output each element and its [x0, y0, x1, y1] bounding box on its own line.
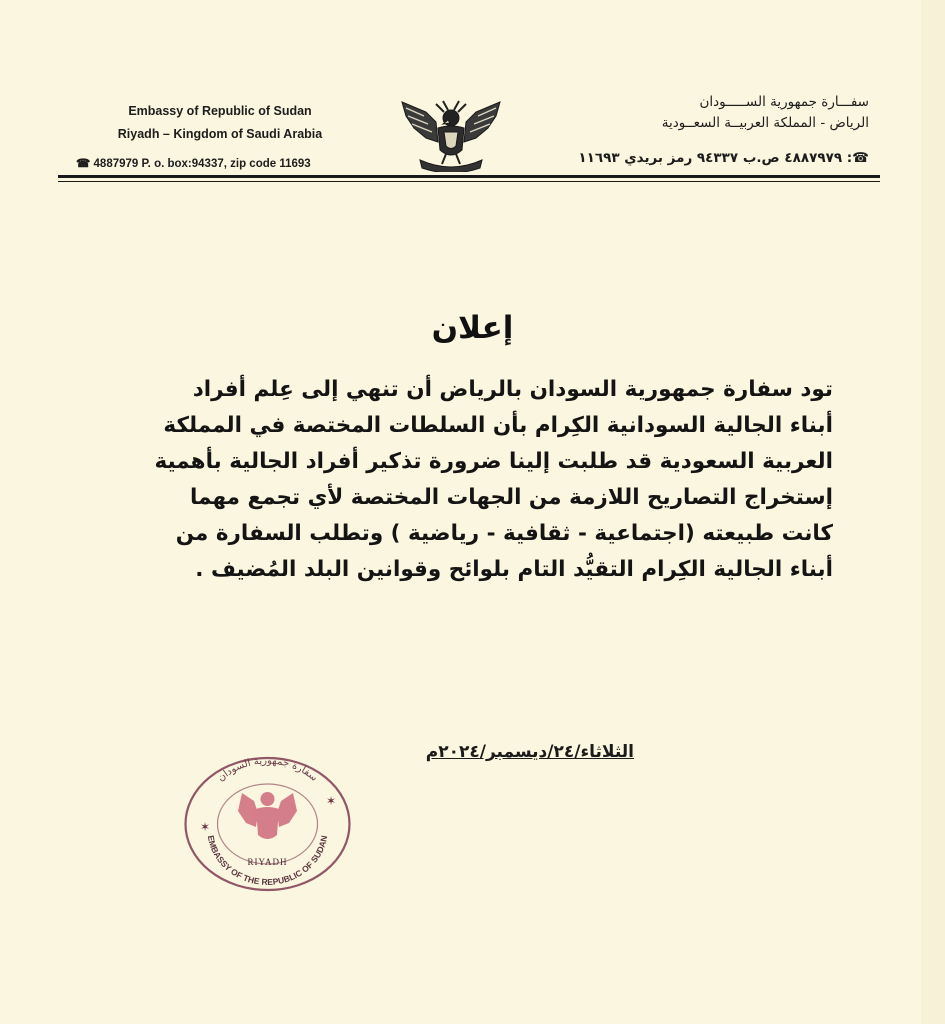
- header-divider-thick: [58, 175, 880, 178]
- page-edge-shadow: [921, 0, 945, 1024]
- body-line: كانت طبيعته (اجتماعية - ثقافية - رياضية ) وتطلب السفارة من: [175, 521, 833, 546]
- stamp-city: RIYADH: [247, 857, 288, 867]
- stamp-star-icon: ✶: [200, 820, 211, 834]
- document-title: إعلان: [431, 310, 514, 346]
- stamp-star-icon: ✶: [326, 794, 337, 808]
- header-english-contact: [76, 156, 376, 170]
- announcement-body: [118, 372, 833, 588]
- body-line: العربية السعودية قد طلبت إلينا ضرورة تذكير أفراد الجالية بأهمية: [154, 449, 833, 474]
- stamp-top-text: سفارة جمهورية السودان: [215, 755, 320, 784]
- body-line: تود سفارة جمهورية السودان بالرياض أن تنهي إلى عِلم أفراد: [192, 377, 833, 402]
- header-arabic-line1: سفـــارة جمهورية الســـــودان: [699, 94, 869, 110]
- header-divider-thin: [58, 181, 880, 182]
- header-english-line2: Riyadh – Kingdom of Saudi Arabia: [117, 127, 323, 141]
- header-arabic-contact: ☎: ٤٨٨٧٩٧٩ ص.ب ٩٤٣٣٧ رمز بريدي ١١٦٩٣: [578, 150, 869, 166]
- embassy-stamp: [180, 753, 355, 895]
- sudan-emblem-icon: [396, 98, 506, 172]
- header-arabic-line2: الرياض - المملكة العربيــة السعــودية: [661, 115, 869, 131]
- header-english-line1: Embassy of Republic of Sudan: [128, 104, 312, 118]
- body-line: إستخراج التصاريح اللازمة من الجهات المختصة لأي تجمع مهما: [189, 485, 833, 510]
- stamp-emblem-icon: [238, 792, 297, 839]
- body-line: أبناء الجالية السودانية الكِرام بأن السلطات المختصة في المملكة: [163, 413, 833, 438]
- svg-text:سفارة جمهورية السودان: [216, 755, 320, 783]
- header-english-contact-text: 4887979 P. o. box:94337, zip code 11693: [93, 158, 311, 170]
- body-line: أبناء الجالية الكِرام التقيُّد التام بلوائح وقوانين البلد المُضيف .: [195, 557, 833, 582]
- phone-icon: ☎: [76, 158, 94, 170]
- stamp-bottom-text: EMBASSY OF THE REPUBLIC OF SUDAN: [205, 834, 330, 887]
- document-date: الثلاثاء/٢٤/ديسمبر/٢٠٢٤م: [425, 742, 634, 762]
